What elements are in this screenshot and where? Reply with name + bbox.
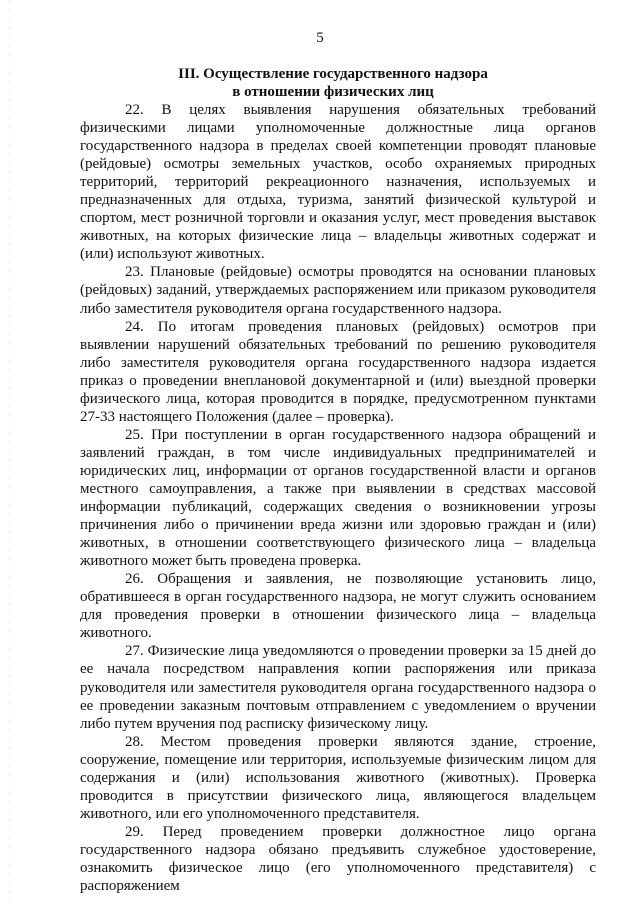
paragraph-23: 23. Плановые (рейдовые) осмотры проводятся на основании плановых (рейдовых) заданий, утверждаемых распоряжением или приказом руководителя либо заместителя руководителя органа государственного надзора. bbox=[80, 264, 596, 317]
section-heading bbox=[80, 65, 586, 101]
paragraph-28: 28. Местом проведения проверки являются здание, строение, сооружение, помещение или территория, используемые физическим лицом для содержания и (или) использования животного (животных). Проверка проводится в присутствии физического лица, являющегося владельцем животного, или его уполномоченного представителя. bbox=[80, 733, 596, 822]
paragraph-24: 24. По итогам проведения плановых (рейдовых) осмотров при выявлении нарушений обязательных требований по решению руководителя либо заместителя руководителя органа государственного надзора издается приказ о проведении внеплановой документарной и (или) выездной проверки физического лица, которая проводится в порядке, предусмотренном пунктами 27-33 настоящего Положения (далее – проверка). bbox=[80, 318, 596, 425]
paragraph-27: 27. Физические лица уведомляются о проведении проверки за 15 дней до ее начала посредством направления копии распоряжения или приказа руководителя или заместителя руководителя органа государственного надзора о ее проведении заказным почтовым отправлением с уведомлением о вручении либо путем вручения под расписку физическому лицу. bbox=[80, 643, 596, 732]
paragraph-29: 29. Перед проведением проверки должностное лицо органа государственного надзора обязано предъявить служебное удостоверение, ознакомить физическое лицо (его уполномоченного представителя) с распоряжением bbox=[80, 823, 596, 895]
paragraph-22: 22. В целях выявления нарушения обязательных требований физическими лицами уполномоченные должностные лица органов государственного надзора в пределах своей компетенции проводят плановые (рейдовые) осмотры земельных участков, особо охраняемых природных территорий, территорий рекреационного назначения, используемых и предназначенных для отдыха, туризма, занятий физической культурой и спортом, мест розничной торговли и оказания услуг, мест проведения выставок животных, на которых физические лица – владельцы животных содержат и (или) используют животных. bbox=[80, 102, 596, 263]
document-body bbox=[80, 101, 596, 895]
paragraph-26: 26. Обращения и заявления, не позволяющие установить лицо, обратившееся в орган государственного надзора, не могут служить основанием для проведения проверки в отношении физического лица – владельца животного. bbox=[80, 571, 596, 642]
paragraph-25: 25. При поступлении в орган государственного надзора обращений и заявлений граждан, в том числе индивидуальных предпринимателей и юридических лиц, информации от органов государственной власти и органов местного самоуправления, а также при выявлении в средствах массовой информации публикаций, содержащих сведения о возникновении угрозы причинения либо о причинении вреда жизни или здоровью граждан и (или) животных, в отношении соответствующего физического лица – владельца животного может быть проведена проверка. bbox=[80, 426, 596, 570]
scan-edge-artifact bbox=[9, 0, 10, 905]
page-number: 5 bbox=[316, 30, 324, 46]
section-heading-line-1: III. Осуществление государственного надзора bbox=[178, 66, 488, 82]
section-heading-line-2: в отношении физических лиц bbox=[232, 84, 434, 100]
